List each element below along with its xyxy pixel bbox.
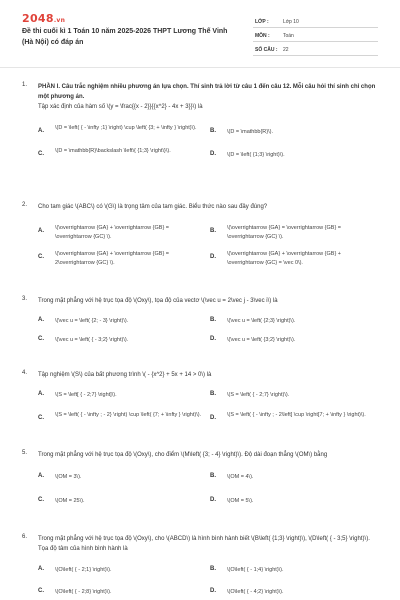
option-letter: A. (38, 473, 44, 479)
document-title: Đề thi cuối kì 1 Toán 10 năm 2025-2026 THPT Lương Thế Vinh (Hà Nội) có đáp án (22, 28, 228, 46)
option-letter: B. (210, 128, 216, 134)
answer-options (38, 112, 378, 174)
option-text: \(S = \left( { - \infty ; - 2} \right) \cup \left( {7; + \infty } \right)\). (55, 412, 202, 418)
answer-options (38, 380, 378, 440)
meta-row-class (253, 14, 378, 28)
question-number: 5. (22, 450, 28, 456)
option-letter: C. (38, 588, 44, 594)
meta-value: 22 (283, 47, 289, 53)
question-number: 6. (22, 534, 28, 540)
option-letter: B. (210, 391, 216, 397)
logo-text: 2048 (22, 12, 54, 25)
option-letter: B. (210, 228, 216, 234)
option-text: \(\overrightarrow {GA} = \overrightarrow {GB} = \overrightarrow {GC} \). (227, 225, 342, 240)
question-text: Trong mặt phẳng với hệ trục tọa độ \(Oxy\), cho \(ABCD\) là hình bình hành biết \(B\left( {1;3} \right)\), \(D\left( { - 3;5} \right)\). Tọa độ tâm của hình bình hành là (38, 536, 370, 552)
question-number: 2. (22, 202, 28, 208)
meta-label: LỚP : (255, 19, 269, 25)
option-text: \(\vec u = \left( {2; - 3} \right)\). (55, 318, 129, 324)
option-letter: C. (38, 497, 44, 503)
option-text: \(OM = 25\). (55, 498, 85, 504)
option-text: \(D = \left( { - \infty ;1} \right) \cup \left( {3; + \infty } \right)\). (55, 125, 197, 131)
option-text: \(OM = 4\). (227, 474, 254, 480)
question-3 (0, 296, 400, 356)
option-letter: D. (210, 151, 216, 157)
answer-options (38, 460, 378, 514)
option-text: \(D = \mathbb{R}\backslash \left\{ {1;3} \right\}\). (55, 148, 171, 154)
option-text: \(S = \left( { - 2;7} \right)\). (227, 392, 290, 398)
question-5 (0, 450, 400, 534)
question-text: Tập nghiệm \(S\) của bất phương trình \( - {x^2} + 5x + 14 > 0\) là (38, 372, 212, 378)
option-text: \(O\left( { - 2;8} \right)\). (55, 589, 112, 595)
option-letter: C. (38, 415, 44, 421)
option-letter: B. (210, 317, 216, 323)
question-6 (0, 534, 400, 600)
option-letter: A. (38, 391, 44, 397)
header-divider (0, 67, 400, 68)
option-text: \(\vec u = \left( {3;2} \right)\). (227, 337, 296, 343)
meta-row-subject (253, 28, 378, 42)
question-text: Tập xác định của hàm số \(y = \frac{{x - 2}}{{x^2} - 4x + 3}}\) là (38, 104, 203, 110)
option-letter: D. (210, 254, 216, 260)
option-text: \(S = \left( { - \infty ; - 2\left] \cup \right[7; + \infty } \right)\). (227, 412, 366, 418)
option-letter: A. (38, 317, 44, 323)
question-intro (38, 82, 378, 102)
logo-suffix: .vn (53, 17, 66, 24)
site-logo[interactable] (22, 12, 65, 25)
option-letter: A. (38, 566, 44, 572)
answer-options (38, 306, 378, 350)
question-number: 1. (22, 82, 28, 88)
question-1 (0, 82, 400, 190)
option-letter: D. (210, 336, 216, 342)
option-letter: D. (210, 415, 216, 421)
answer-options (38, 212, 378, 276)
question-text: Cho tam giác \(ABC\) có \(G\) là trọng tâm của tam giác. Biểu thức nào sau đây đúng? (38, 204, 268, 210)
option-text: \(S = \left[ { - 2;7} \right]\). (55, 392, 117, 398)
question-text: Trong mặt phẳng với hệ trục tọa độ \(Oxy\), tọa độ của vectơ \(\vec u = 2\vec j - 3\vec i\) là (38, 298, 278, 304)
option-text: \(D = \left( {1;3} \right)\). (227, 152, 285, 158)
option-text: \(\overrightarrow {GA} + \overrightarrow {GB} = \overrightarrow {GC} \). (55, 225, 170, 240)
option-letter: A. (38, 228, 44, 234)
answer-options (38, 554, 378, 600)
meta-value: Toán (283, 33, 294, 39)
option-text: \(\overrightarrow {GA} + \overrightarrow {GB} = 2\overrightarrow {GC} \). (55, 251, 170, 266)
option-letter: C. (38, 151, 44, 157)
option-letter: C. (38, 254, 44, 260)
meta-label: MÔN : (255, 33, 270, 39)
question-number: 4. (22, 370, 28, 376)
option-text: \(O\left( { - 4;2} \right)\). (227, 589, 284, 595)
question-number: 3. (22, 296, 28, 302)
option-letter: A. (38, 128, 44, 134)
question-4 (0, 370, 400, 450)
exam-meta-table (253, 14, 378, 56)
meta-row-question-count (253, 42, 378, 56)
option-text: \(OM = 5\). (227, 498, 254, 504)
question-2 (0, 202, 400, 296)
option-text: \(\vec u = \left( {2;3} \right)\). (227, 318, 296, 324)
option-letter: B. (210, 473, 216, 479)
option-text: \(OM = 3\). (55, 474, 82, 480)
option-text: \(\overrightarrow {GA} + \overrightarrow {GB} + \overrightarrow {GC} = \vec 0\). (227, 251, 342, 266)
meta-label: SỐ CÂU : (255, 47, 278, 53)
option-text: \(O\left( { - 2;1} \right)\). (55, 567, 112, 573)
meta-value: Lớp 10 (283, 19, 299, 25)
option-letter: D. (210, 588, 216, 594)
option-text: \(\vec u = \left( { - 3;2} \right)\). (55, 337, 129, 343)
option-text: \(D = \mathbb{R}\). (227, 129, 274, 135)
option-text: \(O\left( { - 1;4} \right)\). (227, 567, 284, 573)
page-header (0, 0, 400, 62)
option-letter: D. (210, 497, 216, 503)
option-letter: C. (38, 336, 44, 342)
question-list (0, 82, 400, 600)
section-instructions: PHẦN I. Câu trắc nghiệm nhiều phương án lựa chọn. Thí sinh trả lời từ câu 1 đến câu 12. Mỗi câu hỏi thí sinh chỉ chọn một phương án. (38, 84, 376, 100)
question-text: Trong mặt phẳng với hệ trục tọa độ \(Oxy\), cho điểm \(M\left( {3; - 4} \right)\). Độ dài đoạn thẳng \(OM\) bằng (38, 452, 328, 458)
option-letter: B. (210, 566, 216, 572)
